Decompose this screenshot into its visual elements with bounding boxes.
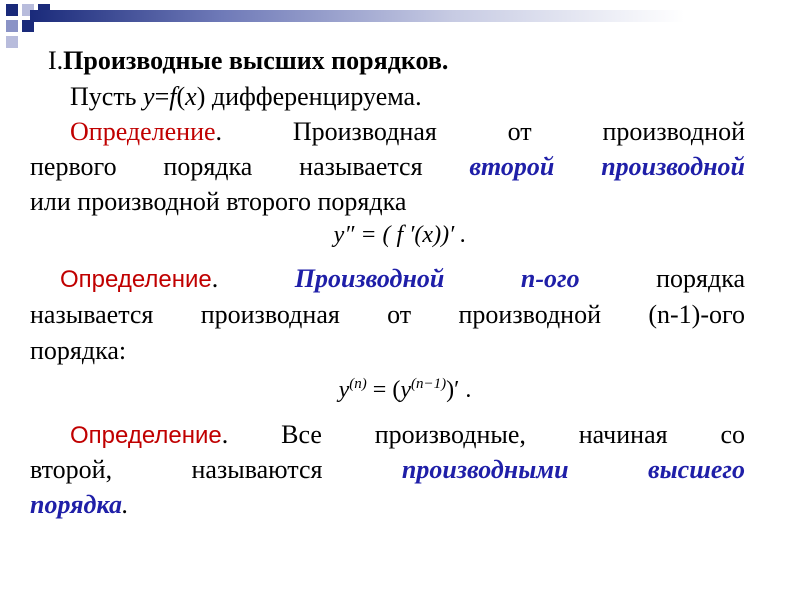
def3-line1	[70, 418, 745, 453]
def1-term: второй производной	[469, 152, 745, 181]
def3-line3	[30, 488, 128, 522]
title-prefix: I.	[48, 46, 64, 75]
eq-sign: =	[154, 82, 170, 111]
order-n: (n)	[349, 376, 367, 392]
def1-line2	[30, 150, 745, 184]
def2-line1	[60, 262, 745, 297]
order-n-minus-1: (n−1)	[410, 376, 447, 392]
deco-square	[6, 4, 18, 16]
header-bar	[30, 10, 800, 22]
def3-term: порядка	[30, 490, 122, 519]
definition-label: Определение	[70, 117, 216, 146]
def2-line3	[30, 334, 126, 368]
slide-title	[48, 44, 448, 78]
def1-line3	[30, 185, 406, 219]
paren: (	[176, 82, 186, 111]
def3-text: второй, называются	[30, 455, 402, 484]
formula-nth-derivative	[300, 376, 510, 404]
deco-square	[6, 20, 18, 32]
def3-dot: .	[121, 490, 129, 519]
def3-line2	[30, 453, 745, 487]
var-f: f	[169, 82, 177, 111]
formula-second-derivative: y″ = ( f ′(x))′ .	[333, 222, 467, 248]
def1-text: . Производная от производной	[215, 117, 745, 146]
def2-line2	[30, 298, 745, 332]
def1-line1	[70, 115, 745, 149]
intro-rest: дифференцируема.	[205, 82, 422, 111]
paren: )	[196, 82, 206, 111]
def3-text: . Все производные, начиная со	[221, 420, 745, 449]
deco-square	[6, 36, 18, 48]
eq-sign: = (	[366, 377, 401, 403]
def2-text: порядка	[579, 264, 745, 293]
def2-term: Производной n-ого	[294, 264, 580, 293]
def1-text: или производной второго порядка	[30, 187, 407, 216]
var-y: y	[338, 377, 350, 403]
title-text: Производные высших порядков.	[63, 46, 449, 75]
formula-tail: )′ .	[446, 377, 472, 403]
def3-term: производными высшего	[401, 455, 745, 484]
intro-text: Пусть	[70, 82, 144, 111]
def1-text: первого порядка называется	[30, 152, 470, 181]
def2-text: порядка:	[30, 336, 127, 365]
var-y: y	[143, 82, 155, 111]
definition-label: Определение	[60, 266, 212, 293]
def2-dot: .	[211, 264, 295, 293]
intro-line	[70, 80, 422, 114]
var-y: y	[400, 377, 411, 403]
def2-text: называется производная от производной (n-1)-ого	[30, 300, 745, 329]
var-x: x	[185, 82, 197, 111]
definition-label: Определение	[70, 422, 222, 449]
